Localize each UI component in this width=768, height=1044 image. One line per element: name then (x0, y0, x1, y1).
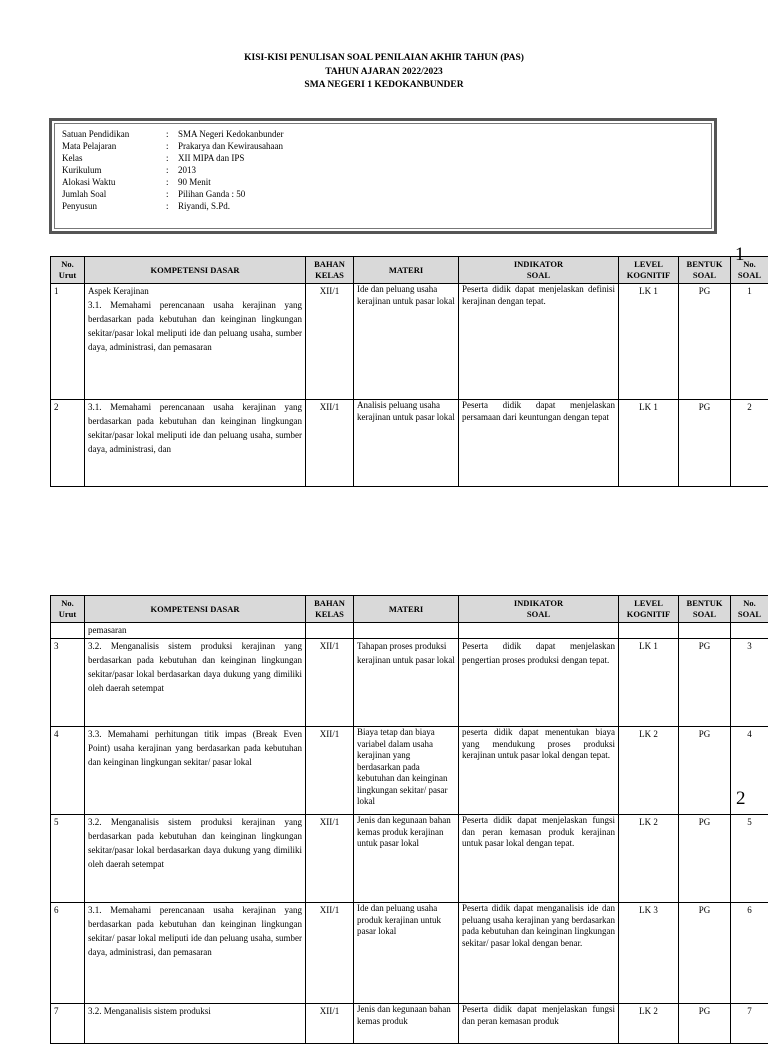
info-label: Penyusun (62, 200, 162, 212)
info-label: Satuan Pendidikan (62, 128, 162, 140)
col-header-nosoal: No. SOAL (731, 596, 768, 623)
info-label: Jumlah Soal (62, 188, 162, 200)
table-row (51, 400, 768, 487)
level-kognitif: LK 2 (619, 1004, 679, 1044)
col-header-bahan: BAHAN KELAS (306, 596, 354, 623)
nomor-soal: 4 (731, 727, 768, 815)
kd-text: 3.1. Memahami perencanaan usaha kerajinan yang berdasarkan pada kebutuhan dan keinginan lingkungan sekitar/ pasar lokal meliputi ide dan peluang usaha, sumber daya, administrasi, dan pemasaran (85, 903, 306, 1004)
info-value: SMA Negeri Kedokanbunder (178, 128, 283, 140)
bentuk-soal: PG (679, 903, 731, 1004)
materi-cell: Jenis dan kegunaan bahan kemas produk (354, 1004, 459, 1044)
row-number: 3 (51, 639, 85, 727)
kd-text: 3.2. Menganalisis sistem produksi kerajinan yang berdasarkan pada kebutuhan dan keinginan lingkungan sekitar/pasar lokal berdasarkan daya dukung yang dimiliki oleh daerah setempat (85, 815, 306, 903)
row-number: 1 (51, 284, 85, 400)
nomor-soal: 1 (731, 284, 768, 400)
indikator-cell: Peserta didik dapat menjelaskan definisi kerajinan dengan tepat. (459, 284, 619, 400)
col-header-materi: MATERI (354, 257, 459, 284)
info-colon: : (166, 140, 176, 152)
indikator-cell: Peserta didik dapat menganalisis ide dan peluang usaha kerajinan yang berdasarkan pada kebutuhan dan keinginan lingkungan sekitar/ pasar lokal dengan benar. (459, 903, 619, 1004)
level-kognitif: LK 2 (619, 727, 679, 815)
col-header-nosoal: No. SOAL (731, 257, 768, 284)
row-number: 5 (51, 815, 85, 903)
info-value: Pilihan Ganda : 50 (178, 188, 245, 200)
row-number: 6 (51, 903, 85, 1004)
indikator-cell: peserta didik dapat menentukan biaya yang mendukung proses produksi kerajinan untuk pasar lokal dengan tepat. (459, 727, 619, 815)
level-kognitif: LK 1 (619, 284, 679, 400)
info-label: Kurikulum (62, 164, 162, 176)
col-header-no: No. Urut (51, 257, 85, 284)
col-header-bentuk: BENTUK SOAL (679, 257, 731, 284)
col-header-no: No. Urut (51, 596, 85, 623)
bahan-kelas: XII/1 (306, 727, 354, 815)
document-title: KISI-KISI PENULISAN SOAL PENILAIAN AKHIR TAHUN (PAS) (0, 52, 768, 66)
col-header-indikator: INDIKATOR SOAL (459, 596, 619, 623)
school-name: SMA NEGERI 1 KEDOKANBUNDER (0, 79, 768, 93)
page-number-1: 1 (735, 244, 745, 266)
bentuk-soal: PG (679, 400, 731, 487)
indikator-cell: Peserta didik dapat menjelaskan persamaan dari keuntungan dengan tepat (459, 400, 619, 487)
table-row (51, 727, 768, 815)
table-header-row (51, 257, 768, 284)
grid-table-page-1 (50, 256, 768, 487)
info-colon: : (166, 128, 176, 140)
info-label: Kelas (62, 152, 162, 164)
table-row (51, 815, 768, 903)
col-header-indikator: INDIKATOR SOAL (459, 257, 619, 284)
table-row (51, 639, 768, 727)
grid-table-page-2 (50, 595, 768, 1044)
info-value: Prakarya dan Kewirausahaan (178, 140, 283, 152)
col-header-level: LEVEL KOGNITIF (619, 257, 679, 284)
identity-box-inner (54, 123, 712, 229)
col-header-kd: KOMPETENSI DASAR (85, 257, 306, 284)
col-header-kd: KOMPETENSI DASAR (85, 596, 306, 623)
materi-cell: Ide dan peluang usaha kerajinan untuk pasar lokal (354, 284, 459, 400)
level-kognitif: LK 3 (619, 903, 679, 1004)
indikator-cell: Peserta didik dapat menjelaskan fungsi dan peran kemasan produk (459, 1004, 619, 1044)
info-value: 2013 (178, 164, 196, 176)
nomor-soal: 7 (731, 1004, 768, 1044)
table-row (51, 284, 768, 400)
bahan-kelas: XII/1 (306, 903, 354, 1004)
bahan-kelas: XII/1 (306, 400, 354, 487)
materi-cell: Analisis peluang usaha kerajinan untuk pasar lokal (354, 400, 459, 487)
col-header-bentuk: BENTUK SOAL (679, 596, 731, 623)
level-kognitif: LK 2 (619, 815, 679, 903)
table-row-continued (51, 623, 768, 639)
col-header-bahan: BAHAN KELAS (306, 257, 354, 284)
col-header-level: LEVEL KOGNITIF (619, 596, 679, 623)
info-colon: : (166, 176, 176, 188)
document-header (0, 52, 768, 93)
info-colon: : (166, 152, 176, 164)
identity-box (49, 118, 717, 234)
kd-text: 3.1. Memahami perencanaan usaha kerajinan yang berdasarkan pada kebutuhan dan keinginan lingkungan sekitar/pasar lokal meliputi ide dan peluang usaha, sumber daya, administrasi, dan (88, 400, 302, 456)
info-value: Riyandi, S.Pd. (178, 200, 230, 212)
kd-cell (85, 284, 306, 400)
bentuk-soal: PG (679, 639, 731, 727)
bentuk-soal: PG (679, 1004, 731, 1044)
info-value: 90 Menit (178, 176, 211, 188)
bentuk-soal: PG (679, 284, 731, 400)
kd-text: 3.1. Memahami perencanaan usaha kerajinan yang berdasarkan pada kebutuhan dan keinginan lingkungan sekitar/pasar lokal meliputi ide dan peluang usaha, sumber daya, administrasi, dan pemasaran (88, 298, 302, 354)
nomor-soal: 3 (731, 639, 768, 727)
info-label: Mata Pelajaran (62, 140, 162, 152)
row-number: 7 (51, 1004, 85, 1044)
indikator-cell: Peserta didik dapat menjelaskan pengertian proses produksi dengan tepat. (459, 639, 619, 727)
bahan-kelas: XII/1 (306, 284, 354, 400)
academic-year: TAHUN AJARAN 2022/2023 (0, 66, 768, 80)
nomor-soal: 5 (731, 815, 768, 903)
level-kognitif: LK 1 (619, 639, 679, 727)
materi-cell: Tahapan proses produksi kerajinan untuk pasar lokal (354, 639, 459, 727)
bentuk-soal: PG (679, 727, 731, 815)
row-number: 2 (51, 400, 85, 487)
bahan-kelas: XII/1 (306, 1004, 354, 1044)
info-value: XII MIPA dan IPS (178, 152, 244, 164)
materi-cell: Jenis dan kegunaan bahan kemas produk kerajinan untuk pasar lokal (354, 815, 459, 903)
row-number: 4 (51, 727, 85, 815)
page-number-2: 2 (736, 788, 746, 810)
nomor-soal: 2 (731, 400, 768, 487)
aspect-label: Aspek Kerajinan (88, 284, 302, 298)
table-row (51, 903, 768, 1004)
info-colon: : (166, 164, 176, 176)
info-colon: : (166, 188, 176, 200)
kd-cell (85, 400, 306, 487)
bahan-kelas: XII/1 (306, 639, 354, 727)
bentuk-soal: PG (679, 815, 731, 903)
bahan-kelas: XII/1 (306, 815, 354, 903)
table-header-row (51, 596, 768, 623)
materi-cell: Ide dan peluang usaha produk kerajinan untuk pasar lokal (354, 903, 459, 1004)
info-label: Alokasi Waktu (62, 176, 162, 188)
kd-text: 3.2. Menganalisis sistem produksi (85, 1004, 306, 1044)
kd-text: 3.2. Menganalisis sistem produksi kerajinan yang berdasarkan pada kebutuhan dan keinginan lingkungan sekitar/pasar lokal berdasarkan daya dukung yang dimiliki oleh daerah setempat (85, 639, 306, 727)
level-kognitif: LK 1 (619, 400, 679, 487)
kd-text: 3.3. Memahami perhitungan titik impas (Break Even Point) usaha kerajinan yang berdasarkan pada kebutuhan dan keinginan lingkungan sekitar/ pasar lokal (85, 727, 306, 815)
materi-cell: Biaya tetap dan biaya variabel dalam usaha kerajinan yang berdasarkan pada kebutuhan dan keinginan lingkungan sekitar/ pasar lokal (354, 727, 459, 815)
kd-continued-text: pemasaran (85, 623, 306, 639)
nomor-soal: 6 (731, 903, 768, 1004)
indikator-cell: Peserta didik dapat menjelaskan fungsi dan peran kemasan produk kerajinan untuk pasar lokal dengan tepat. (459, 815, 619, 903)
col-header-materi: MATERI (354, 596, 459, 623)
info-colon: : (166, 200, 176, 212)
